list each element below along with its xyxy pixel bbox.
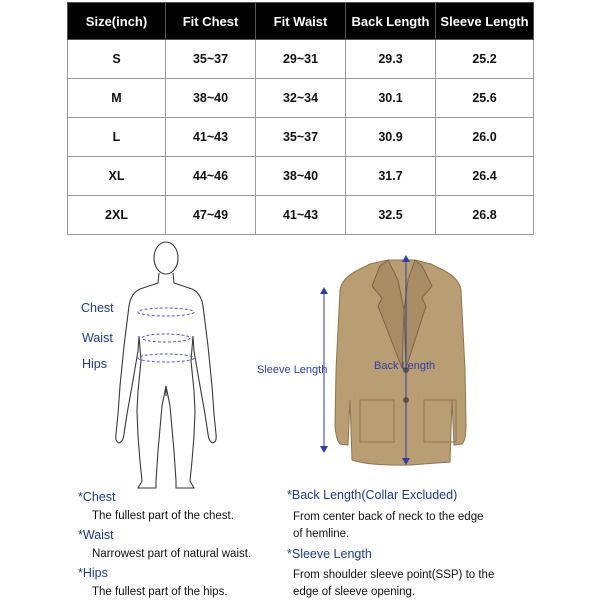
cell-chest: 44~46 bbox=[166, 157, 256, 196]
size-chart-table bbox=[67, 2, 534, 235]
body-outline-figure bbox=[100, 236, 240, 491]
body-waist-label: Waist bbox=[82, 331, 113, 345]
cell-back-length: 31.7 bbox=[346, 157, 436, 196]
back-length-definition-title: *Back Length(Collar Excluded) bbox=[287, 488, 458, 502]
figure-outline bbox=[116, 273, 216, 488]
cell-waist: 29~31 bbox=[256, 40, 346, 79]
cell-chest: 47~49 bbox=[166, 196, 256, 235]
table-row bbox=[68, 118, 534, 157]
body-hips-label: Hips bbox=[82, 357, 108, 371]
cell-waist: 32~34 bbox=[256, 79, 346, 118]
cell-sleeve-length: 26.8 bbox=[436, 196, 534, 235]
figure-head bbox=[154, 242, 178, 274]
sleeve-length-label: Sleeve Length bbox=[257, 364, 328, 376]
table-row bbox=[68, 157, 534, 196]
waist-measure-line bbox=[142, 334, 190, 342]
cell-size: M bbox=[68, 79, 166, 118]
cell-back-length: 32.5 bbox=[346, 196, 436, 235]
back-length-label: Back Length bbox=[374, 360, 436, 372]
cell-back-length: 29.3 bbox=[346, 40, 436, 79]
header-fit-chest: Fit Chest bbox=[166, 3, 256, 40]
table-header-row bbox=[68, 3, 534, 40]
chest-definition-title: *Chest bbox=[78, 490, 116, 504]
header-fit-waist: Fit Waist bbox=[256, 3, 346, 40]
cell-size: XL bbox=[68, 157, 166, 196]
sleeve-length-definition-line2: edge of sleeve opening. bbox=[293, 586, 416, 598]
header-size: Size(inch) bbox=[68, 3, 166, 40]
hips-definition-text: The fullest part of the hips. bbox=[92, 586, 228, 598]
sleeve-length-definition-title: *Sleeve Length bbox=[287, 547, 372, 561]
sleeve-length-definition-line1: From shoulder sleeve point(SSP) to the bbox=[293, 569, 495, 581]
cell-back-length: 30.1 bbox=[346, 79, 436, 118]
waist-definition-text: Narrowest part of natural waist. bbox=[92, 548, 252, 560]
cell-waist: 41~43 bbox=[256, 196, 346, 235]
table-row bbox=[68, 40, 534, 79]
chest-measure-line bbox=[138, 308, 194, 316]
cell-chest: 35~37 bbox=[166, 40, 256, 79]
cell-sleeve-length: 25.2 bbox=[436, 40, 534, 79]
cell-chest: 38~40 bbox=[166, 79, 256, 118]
body-chest-label: Chest bbox=[81, 301, 114, 315]
back-length-definition-line1: From center back of neck to the edge bbox=[293, 511, 484, 523]
cell-back-length: 30.9 bbox=[346, 118, 436, 157]
cell-sleeve-length: 26.4 bbox=[436, 157, 534, 196]
cell-sleeve-length: 25.6 bbox=[436, 79, 534, 118]
chest-definition-text: The fullest part of the chest. bbox=[92, 510, 234, 522]
cell-waist: 35~37 bbox=[256, 118, 346, 157]
cell-sleeve-length: 26.0 bbox=[436, 118, 534, 157]
hips-measure-line bbox=[138, 354, 194, 362]
header-back-length: Back Length bbox=[346, 3, 436, 40]
cell-waist: 38~40 bbox=[256, 157, 346, 196]
header-sleeve-length: Sleeve Length bbox=[436, 3, 534, 40]
table-row bbox=[68, 196, 534, 235]
cell-size: S bbox=[68, 40, 166, 79]
cell-size: 2XL bbox=[68, 196, 166, 235]
cell-chest: 41~43 bbox=[166, 118, 256, 157]
waist-definition-title: *Waist bbox=[78, 528, 114, 542]
back-length-definition-line2: of hemline. bbox=[293, 528, 350, 540]
hips-definition-title: *Hips bbox=[78, 566, 108, 580]
table-row bbox=[68, 79, 534, 118]
cell-size: L bbox=[68, 118, 166, 157]
